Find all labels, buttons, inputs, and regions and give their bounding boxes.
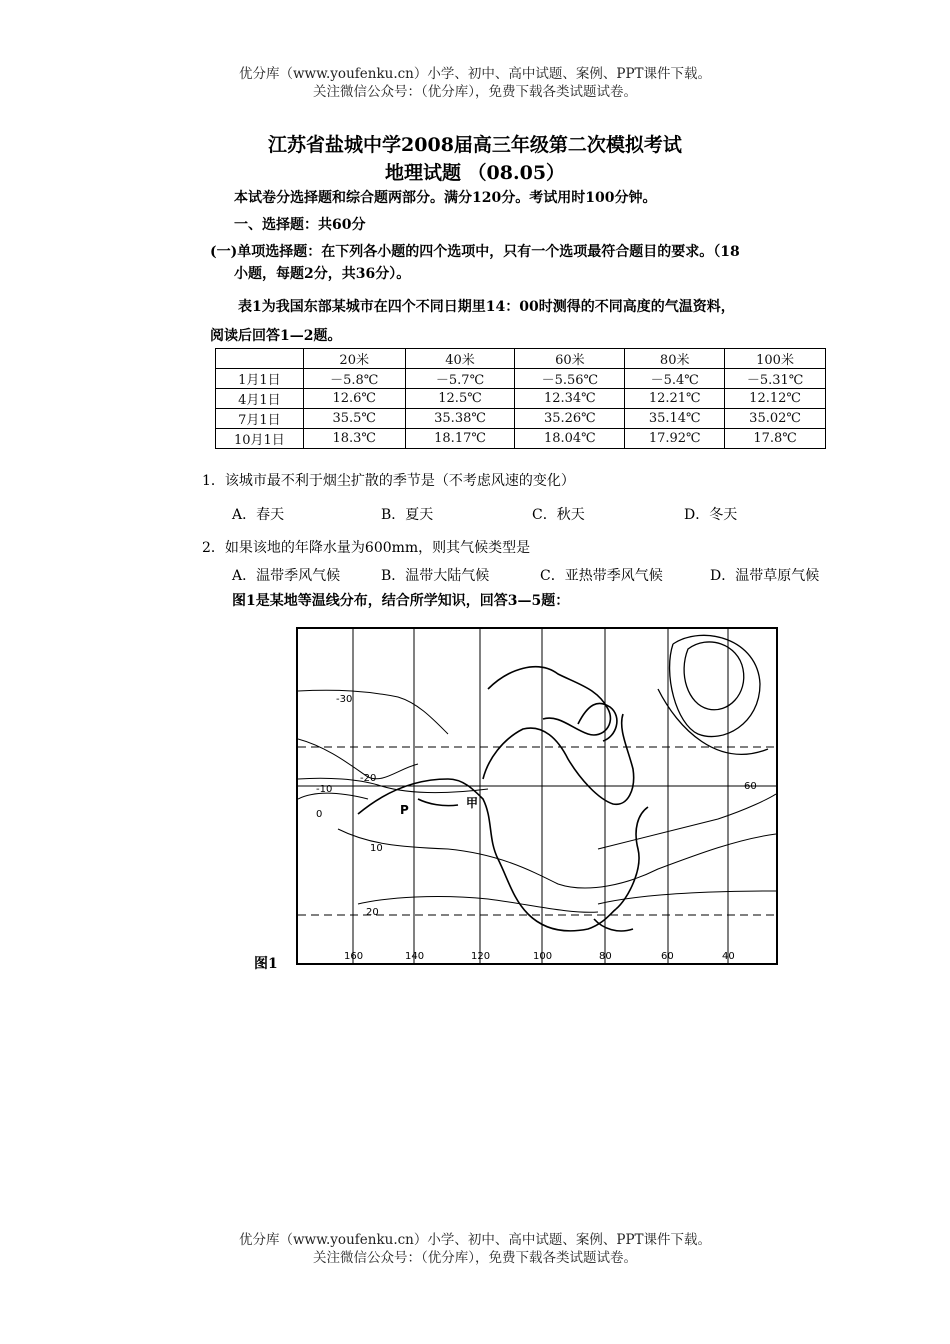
table-header-cell: 80米 — [625, 349, 725, 369]
question-2: 2．如果该地的年降水量为600mm，则其气候类型是 — [202, 540, 531, 556]
temperature-table — [215, 348, 826, 449]
header-line-2: 关注微信公众号：（优分库），免费下载各类试题试卷。 — [313, 84, 637, 100]
table-header-row — [216, 349, 826, 369]
figure-caption: 图1 — [254, 956, 278, 972]
table-cell: 12.21℃ — [625, 389, 725, 409]
isotherm-label-20: 20 — [366, 907, 379, 918]
table-cell: 35.14℃ — [625, 409, 725, 429]
table-header-cell: 60米 — [515, 349, 625, 369]
q2-option-d[interactable]: D．温带草原气候 — [710, 568, 820, 584]
isotherm-label-10: 10 — [370, 843, 383, 854]
q1-option-b[interactable]: B．夏天 — [381, 507, 434, 523]
isotherm-lines — [298, 690, 776, 912]
table-header-cell: 100米 — [725, 349, 826, 369]
footer-line-1: 优分库（www.youfenku.cn）小学、初中、高中试题、案例、PPT课件下载。 — [238, 1232, 712, 1248]
header-line-1: 优分库（www.youfenku.cn）小学、初中、高中试题、案例、PPT课件下载。 — [238, 66, 712, 82]
table-intro-line2: 阅读后回答1—2题。 — [210, 328, 342, 344]
q2-option-b[interactable]: B．温带大陆气候 — [381, 568, 490, 584]
table-cell: 12.12℃ — [725, 389, 826, 409]
exam-title: 江苏省盐城中学2008届高三年级第二次模拟考试 — [268, 134, 682, 156]
lon-label-100: 100 — [533, 951, 553, 962]
table-header-cell: 20米 — [303, 349, 405, 369]
section-choice: 一、选择题：共60分 — [234, 217, 366, 233]
table-header-cell — [216, 349, 304, 369]
table-cell: －5.7℃ — [405, 369, 515, 389]
table-intro-line1: 表1为我国东部某城市在四个不同日期里14：00时测得的不同高度的气温资料， — [238, 299, 735, 315]
table-cell: 12.5℃ — [405, 389, 515, 409]
table-row — [216, 389, 826, 409]
table-cell: 18.04℃ — [515, 429, 625, 449]
table-cell: －5.8℃ — [303, 369, 405, 389]
table-cell: 4月1日 — [216, 389, 304, 409]
lon-label-140: 140 — [405, 951, 425, 962]
exam-subtitle: 地理试题 （08.05） — [384, 162, 566, 184]
lon-label-160: 160 — [344, 951, 364, 962]
table-row — [216, 369, 826, 389]
table-cell: －5.4℃ — [625, 369, 725, 389]
table-cell: 35.5℃ — [303, 409, 405, 429]
table-cell: 7月1日 — [216, 409, 304, 429]
lon-label-60: 60 — [661, 951, 674, 962]
table-cell: 35.38℃ — [405, 409, 515, 429]
section-single-choice-line1: (一)单项选择题：在下列各小题的四个选项中，只有一个选项最符合题目的要求。（18 — [210, 244, 740, 260]
q2-option-a[interactable]: A．温带季风气候 — [232, 568, 341, 584]
table-cell: 12.34℃ — [515, 389, 625, 409]
table-row — [216, 409, 826, 429]
table-cell: 12.6℃ — [303, 389, 405, 409]
footer-line-2: 关注微信公众号：（优分库），免费下载各类试题试卷。 — [313, 1250, 637, 1266]
lon-label-40: 40 — [722, 951, 735, 962]
q1-option-d[interactable]: D．冬天 — [684, 507, 738, 523]
isotherm-label-minus30: -30 — [336, 694, 353, 705]
table-header-cell: 40米 — [405, 349, 515, 369]
lon-label-120: 120 — [471, 951, 491, 962]
q1-option-c[interactable]: C．秋天 — [532, 507, 585, 523]
greenland-isotherms — [658, 635, 768, 754]
isotherm-label-minus10: -10 — [316, 784, 333, 795]
table-row — [216, 429, 826, 449]
section-single-choice-line2: 小题，每题2分，共36分）。 — [234, 266, 411, 282]
q1-option-a[interactable]: A．春天 — [232, 507, 285, 523]
lon-label-80: 80 — [599, 951, 612, 962]
marker-p: P — [400, 803, 409, 817]
table-cell: 17.8℃ — [725, 429, 826, 449]
isotherm-label-minus20: -20 — [360, 773, 377, 784]
figure-intro: 图1是某地等温线分布，结合所学知识，回答3—5题： — [232, 593, 570, 609]
table-cell: －5.31℃ — [725, 369, 826, 389]
exam-intro: 本试卷分选择题和综合题两部分。满分120分。考试用时100分钟。 — [234, 190, 657, 206]
isotherm-map-svg — [298, 629, 776, 963]
table-cell: 18.3℃ — [303, 429, 405, 449]
table-cell: 35.02℃ — [725, 409, 826, 429]
isotherm-label-0: 0 — [316, 809, 323, 820]
isotherm-map — [296, 627, 778, 965]
table-cell: 18.17℃ — [405, 429, 515, 449]
table-cell: 35.26℃ — [515, 409, 625, 429]
q2-option-c[interactable]: C．亚热带季风气候 — [540, 568, 663, 584]
table-cell: 17.92℃ — [625, 429, 725, 449]
question-1: 1．该城市最不利于烟尘扩散的季节是（不考虑风速的变化） — [202, 473, 575, 489]
table-cell: 10月1日 — [216, 429, 304, 449]
marker-jia: 甲 — [466, 796, 479, 810]
table-cell: 1月1日 — [216, 369, 304, 389]
table-cell: －5.56℃ — [515, 369, 625, 389]
isotherm-label-60: 60 — [744, 781, 757, 792]
